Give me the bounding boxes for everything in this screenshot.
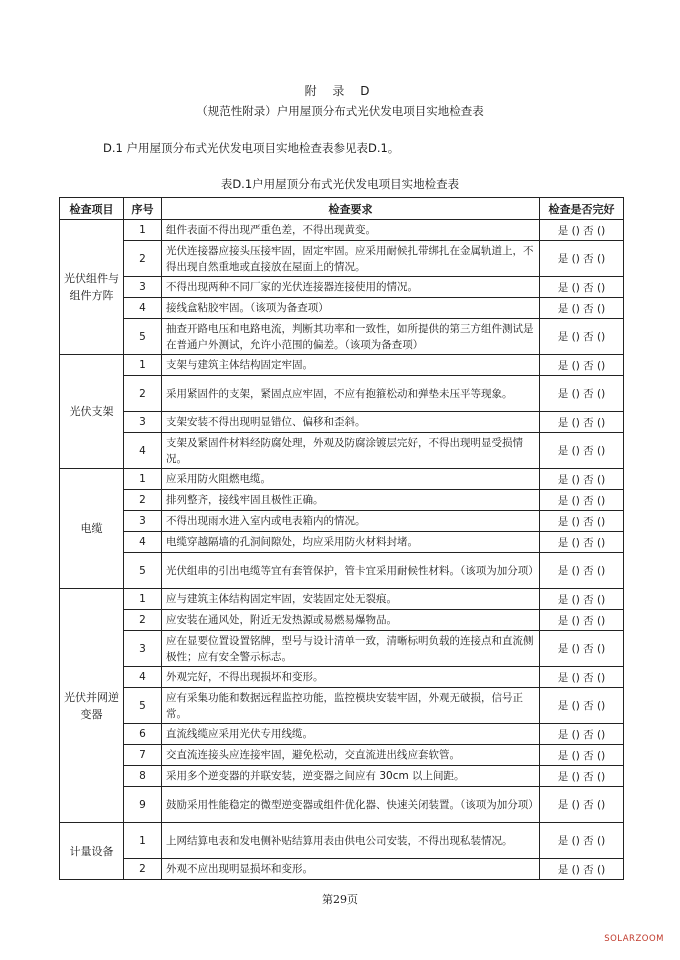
table-row: [60, 469, 624, 490]
row-number: 2: [124, 859, 162, 880]
row-number: 1: [124, 469, 162, 490]
check-result-field[interactable]: 是 () 否 (): [540, 667, 624, 688]
row-number: 3: [124, 631, 162, 667]
requirement-text: 排列整齐，接线牢固且极性正确。: [162, 490, 540, 511]
check-result-field[interactable]: 是 () 否 (): [540, 469, 624, 490]
table-row: [60, 589, 624, 610]
table-row: [60, 745, 624, 766]
requirement-text: 应在显要位置设置铭牌，型号与设计清单一致，清晰标明负载的连接点和直流侧极性；应有安全警示标志。: [162, 631, 540, 667]
category-cell: 光伏支架: [60, 355, 124, 469]
requirement-text: 支架与建筑主体结构固定牢固。: [162, 355, 540, 376]
requirement-text: 鼓励采用性能稳定的微型逆变器或组件优化器、快速关闭装置。（该项为加分项）: [162, 787, 540, 823]
table-row: [60, 277, 624, 298]
table-row: [60, 298, 624, 319]
header-inspection-item: 检查项目: [60, 198, 124, 220]
check-result-field[interactable]: 是 () 否 (): [540, 787, 624, 823]
watermark-logo: SOLARZOOM: [604, 934, 664, 944]
check-result-field[interactable]: 是 () 否 (): [540, 355, 624, 376]
table-row: [60, 220, 624, 241]
check-result-field[interactable]: 是 () 否 (): [540, 298, 624, 319]
row-number: 5: [124, 688, 162, 724]
check-result-field[interactable]: 是 () 否 (): [540, 724, 624, 745]
row-number: 4: [124, 532, 162, 553]
table-row: [60, 610, 624, 631]
requirement-text: 应安装在通风处，附近无发热源或易燃易爆物品。: [162, 610, 540, 631]
requirement-text: 不得出现雨水进入室内或电表箱内的情况。: [162, 511, 540, 532]
row-number: 7: [124, 745, 162, 766]
row-number: 8: [124, 766, 162, 787]
requirement-text: 支架及紧固件材料经防腐处理，外观及防腐涂镀层完好，不得出现明显受损情况。: [162, 433, 540, 469]
table-row: [60, 355, 624, 376]
row-number: 3: [124, 277, 162, 298]
row-number: 4: [124, 298, 162, 319]
requirement-text: 外观不应出现明显损坏和变形。: [162, 859, 540, 880]
check-result-field[interactable]: 是 () 否 (): [540, 511, 624, 532]
check-result-field[interactable]: 是 () 否 (): [540, 859, 624, 880]
check-result-field[interactable]: 是 () 否 (): [540, 532, 624, 553]
row-number: 4: [124, 433, 162, 469]
check-result-field[interactable]: 是 () 否 (): [540, 553, 624, 589]
page-number: 第29页: [322, 893, 358, 906]
row-number: 5: [124, 319, 162, 355]
table-row: [60, 859, 624, 880]
check-result-field[interactable]: 是 () 否 (): [540, 433, 624, 469]
row-number: 6: [124, 724, 162, 745]
requirement-text: 交直流连接头应连接牢固，避免松动，交直流进出线应套软管。: [162, 745, 540, 766]
row-number: 2: [124, 376, 162, 412]
row-number: 1: [124, 355, 162, 376]
check-result-field[interactable]: 是 () 否 (): [540, 319, 624, 355]
appendix-title: 附 录 D: [304, 84, 376, 98]
row-number: 2: [124, 610, 162, 631]
requirement-text: 应采用防火阻燃电缆。: [162, 469, 540, 490]
requirement-text: 上网结算电表和发电侧补贴结算用表由供电公司安装，不得出现私装情况。: [162, 823, 540, 859]
row-number: 5: [124, 553, 162, 589]
row-number: 4: [124, 667, 162, 688]
table-row: [60, 667, 624, 688]
check-result-field[interactable]: 是 () 否 (): [540, 490, 624, 511]
category-cell: 电缆: [60, 469, 124, 589]
header-requirement: 检查要求: [162, 198, 540, 220]
requirement-text: 组件表面不得出现严重色差，不得出现黄变。: [162, 220, 540, 241]
row-number: 3: [124, 511, 162, 532]
table-row: [60, 553, 624, 589]
requirement-text: 不得出现两种不同厂家的光伏连接器连接使用的情况。: [162, 277, 540, 298]
section-heading: D.1 户用屋顶分布式光伏发电项目实地检查表参见表D.1。: [103, 141, 400, 155]
row-number: 1: [124, 823, 162, 859]
check-result-field[interactable]: 是 () 否 (): [540, 241, 624, 277]
requirement-text: 电缆穿越隔墙的孔洞间隙处，均应采用防火材料封堵。: [162, 532, 540, 553]
table-row: [60, 490, 624, 511]
requirement-text: 应与建筑主体结构固定牢固，安装固定处无裂痕。: [162, 589, 540, 610]
check-result-field[interactable]: 是 () 否 (): [540, 823, 624, 859]
header-serial-number: 序号: [124, 198, 162, 220]
requirement-text: 光伏连接器应接头压接牢固，固定牢固。应采用耐候扎带绑扎在金属轨道上，不得出现自然重地或直接放在屋面上的情况。: [162, 241, 540, 277]
table-row: [60, 688, 624, 724]
table-row: [60, 319, 624, 355]
check-result-field[interactable]: 是 () 否 (): [540, 220, 624, 241]
row-number: 2: [124, 490, 162, 511]
table-row: [60, 787, 624, 823]
table-row: [60, 532, 624, 553]
table-row: [60, 823, 624, 859]
table-row: [60, 766, 624, 787]
table-row: [60, 376, 624, 412]
table-row: [60, 631, 624, 667]
check-result-field[interactable]: 是 () 否 (): [540, 277, 624, 298]
table-row: [60, 412, 624, 433]
row-number: 1: [124, 589, 162, 610]
row-number: 9: [124, 787, 162, 823]
row-number: 3: [124, 412, 162, 433]
table-caption: 表D.1户用屋顶分布式光伏发电项目实地检查表: [220, 177, 460, 191]
appendix-subtitle: （规范性附录）户用屋顶分布式光伏发电项目实地检查表: [196, 104, 484, 118]
row-number: 2: [124, 241, 162, 277]
table-row: [60, 241, 624, 277]
check-result-field[interactable]: 是 () 否 (): [540, 745, 624, 766]
inspection-table: [59, 197, 624, 880]
requirement-text: 直流线缆应采用光伏专用线缆。: [162, 724, 540, 745]
check-result-field[interactable]: 是 () 否 (): [540, 412, 624, 433]
category-cell: 光伏并网逆变器: [60, 589, 124, 823]
check-result-field[interactable]: 是 () 否 (): [540, 688, 624, 724]
header-check-result: 检查是否完好: [540, 198, 624, 220]
requirement-text: 采用多个逆变器的并联安装，逆变器之间应有 30cm 以上间距。: [162, 766, 540, 787]
table-row: [60, 511, 624, 532]
check-result-field[interactable]: 是 () 否 (): [540, 766, 624, 787]
requirement-text: 采用紧固件的支架，紧固点应牢固，不应有抱箍松动和弹垫未压平等现象。: [162, 376, 540, 412]
check-result-field[interactable]: 是 () 否 (): [540, 631, 624, 667]
check-result-field[interactable]: 是 () 否 (): [540, 376, 624, 412]
category-cell: 计量设备: [60, 823, 124, 880]
requirement-text: 光伏组串的引出电缆等宜有套管保护，管卡宜采用耐候性材料。（该项为加分项）: [162, 553, 540, 589]
table-row: [60, 433, 624, 469]
category-cell: 光伏组件与组件方阵: [60, 220, 124, 355]
requirement-text: 抽查开路电压和电路电流，判断其功率和一致性，如所提供的第三方组件测试是在普通户外测试，允许小范围的偏差。（该项为备查项）: [162, 319, 540, 355]
requirement-text: 接线盒粘胶牢固。（该项为备查项）: [162, 298, 540, 319]
requirement-text: 应有采集功能和数据远程监控功能，监控模块安装牢固，外观无破损，信号正常。: [162, 688, 540, 724]
table-row: [60, 724, 624, 745]
check-result-field[interactable]: 是 () 否 (): [540, 610, 624, 631]
requirement-text: 支架安装不得出现明显错位、偏移和歪斜。: [162, 412, 540, 433]
row-number: 1: [124, 220, 162, 241]
requirement-text: 外观完好，不得出现损坏和变形。: [162, 667, 540, 688]
check-result-field[interactable]: 是 () 否 (): [540, 589, 624, 610]
